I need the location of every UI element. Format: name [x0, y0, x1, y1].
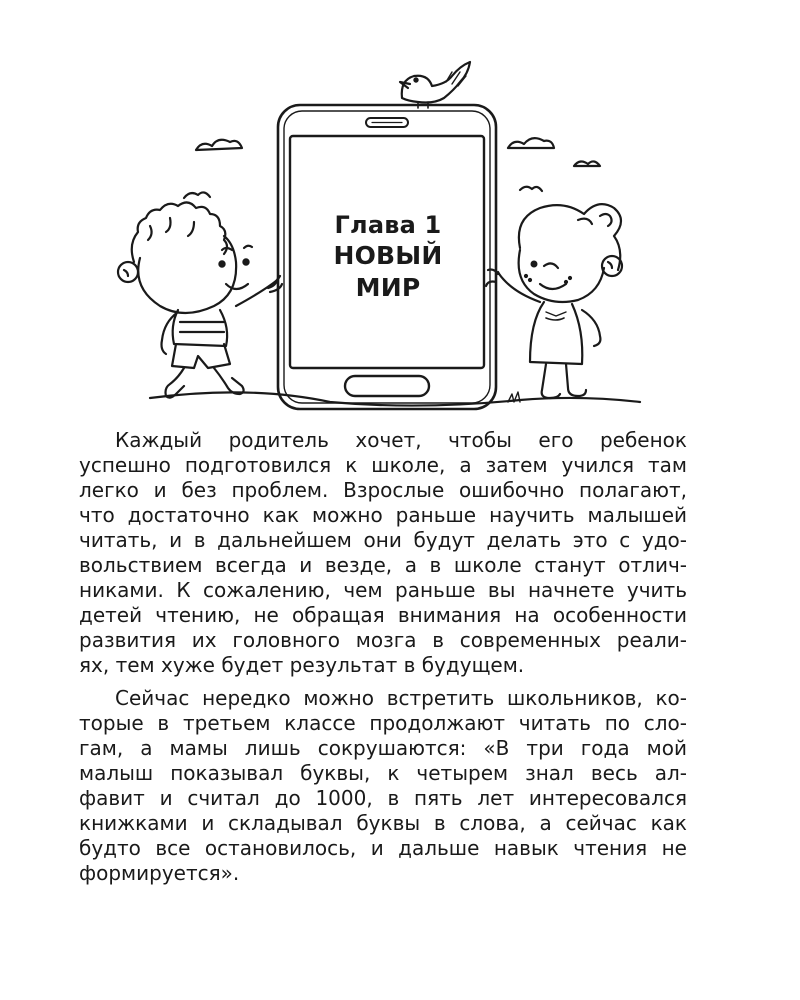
text-line: вольствием всегда и везде, а в школе станут отлич-	[79, 553, 687, 577]
cloud-icon	[574, 161, 600, 166]
text-line: формируется».	[79, 861, 240, 885]
chapter-title-line1: НОВЫЙ	[333, 241, 443, 270]
text-line: читать, и в дальнейшем они будут делать это с удо-	[79, 528, 687, 552]
chapter-illustration	[0, 0, 800, 430]
text-line: фавит и считал до 1000, в пять лет интересовался	[79, 786, 687, 810]
boy-figure	[118, 202, 282, 397]
chapter-title-line2: МИР	[355, 273, 421, 302]
text-line: развития их головного мозга в современных реали-	[79, 628, 687, 652]
text-line: успешно подготовился к школе, а затем учился там	[79, 453, 687, 477]
paragraph	[79, 686, 687, 886]
text-line: малыш показывал буквы, к четырем знал весь ал-	[79, 761, 687, 785]
cloud-icon	[196, 140, 242, 150]
text-line: детей чтению, не обращая внимания на особенности	[79, 603, 687, 627]
phone-home-button	[345, 376, 429, 396]
body-text	[79, 428, 687, 894]
text-line: Каждый родитель хочет, чтобы его ребенок	[115, 428, 687, 452]
text-line: ях, тем хуже будет результат в будущем.	[79, 653, 525, 677]
text-line: торые в третьем классе продолжают читать по сло-	[79, 711, 687, 735]
cloud-icon	[508, 138, 554, 148]
cloud-icon	[184, 192, 210, 198]
text-line: книжками и складывал буквы в слова, а сейчас как	[79, 811, 687, 835]
text-line: гам, а мамы лишь сокрушаются: «В три года мой	[79, 736, 687, 760]
paragraph	[79, 428, 687, 678]
text-line: что достаточно как можно раньше научить малышей	[79, 503, 687, 527]
girl-figure	[486, 204, 622, 398]
chapter-heading	[290, 210, 486, 304]
bird-icon	[402, 62, 470, 103]
cloud-icon	[520, 187, 542, 191]
text-line: будто все остановилось, и дальше навык чтения не	[79, 836, 687, 860]
chapter-label: Глава 1	[334, 211, 442, 239]
text-line: никами. К сожалению, чем раньше вы начнете учить	[79, 578, 687, 602]
text-line: Сейчас нередко можно встретить школьников, ко-	[115, 686, 687, 710]
text-line: легко и без проблем. Взрослые ошибочно полагают,	[79, 478, 687, 502]
